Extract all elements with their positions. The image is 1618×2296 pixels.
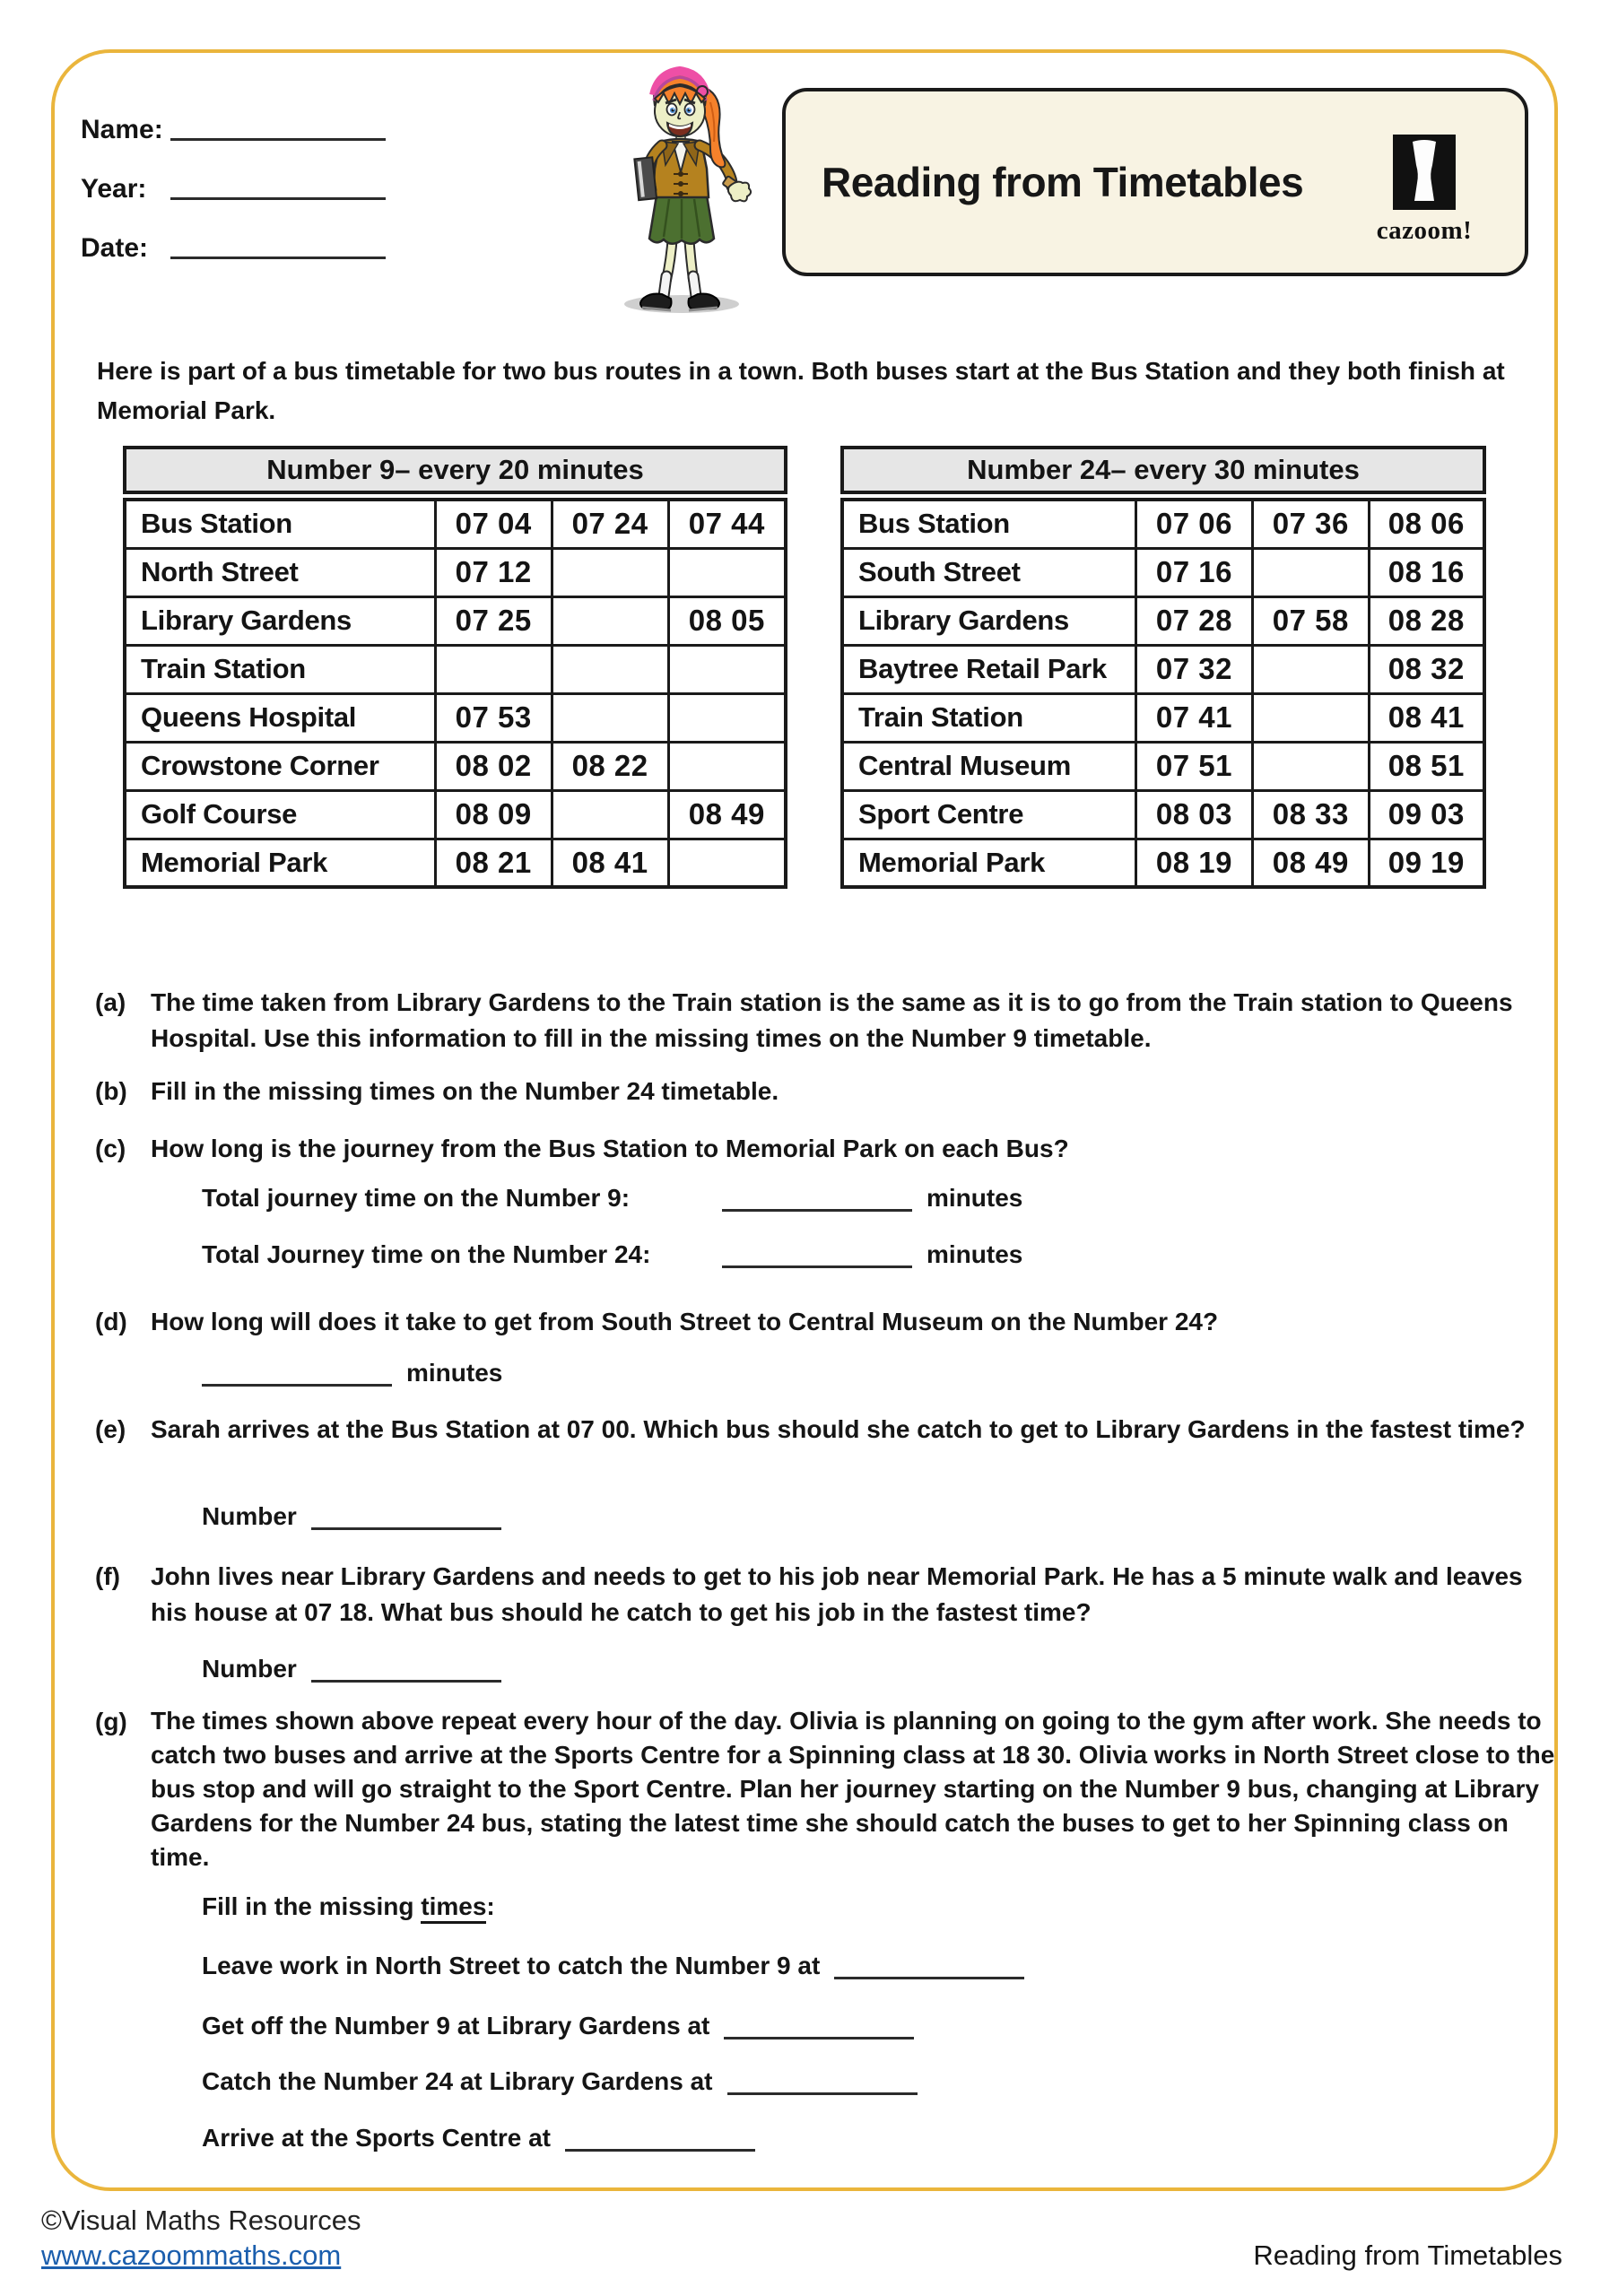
time-cell: 09 19 [1369,839,1484,887]
total-time-number24-label: Total Journey time on the Number 24: [202,1240,651,1268]
time-cell: 08 02 [435,742,552,790]
question-g-answer-row-4 [202,2124,755,2152]
question-a [95,985,1559,1057]
time-cell-blank [552,548,668,596]
time-cell: 08 32 [1369,645,1484,693]
time-cell: 08 06 [1369,500,1484,548]
date-label: Date: [81,233,149,263]
name-field-row [81,106,386,145]
table-row [125,742,786,790]
question-g-answer-row-2 [202,2012,914,2040]
station-cell: Baytree Retail Park [842,645,1136,693]
timetable-number-24 [840,446,1486,889]
time-cell-blank [552,790,668,839]
time-cell: 08 41 [552,839,668,887]
time-cell: 07 44 [668,500,786,548]
name-answer-line [170,138,386,141]
table-row [842,548,1484,596]
time-cell-blank [668,693,786,742]
time-cell-blank [435,645,552,693]
time-cell: 08 09 [435,790,552,839]
time-cell: 07 51 [1136,742,1253,790]
time-cell: 07 41 [1136,693,1253,742]
question-a-text: The time taken from Library Gardens to the Train station is the same as it is to go from the Train station to Queens Hospital. Use this information to fill in the missing times on the Number 9 timetable. [151,988,1513,1052]
time-cell: 07 28 [1136,596,1253,645]
footer-document-title: Reading from Timetables [1253,2239,1562,2271]
book [634,157,657,200]
time-cell-blank [552,693,668,742]
date-field-row [81,224,386,264]
table-row [842,742,1484,790]
question-e-answer-row [202,1502,501,1531]
g-line1-text: Leave work in North Street to catch the Number 9 at [202,1952,821,1979]
station-cell: Train Station [842,693,1136,742]
table-row [125,596,786,645]
answer-blank [834,1977,1024,1979]
question-b-label: (b) [95,1077,127,1105]
time-cell: 07 36 [1252,500,1369,548]
table-row [842,500,1484,548]
timetable-9-frequency: – every 20 minutes [395,454,644,485]
answer-blank [311,1527,501,1530]
question-c-label: (c) [95,1135,126,1162]
time-cell: 08 28 [1369,596,1484,645]
question-f [95,1559,1559,1631]
copyright-text: ©Visual Maths Resources [41,2205,361,2236]
question-a-label: (a) [95,988,126,1016]
question-g-label: (g) [95,1708,127,1735]
question-f-text: John lives near Library Gardens and needs to get to his job near Memorial Park. He has a 5 minute walk and leaves his house at 07 18. What bus should he catch to get his job in the fastest time? [151,1562,1523,1626]
answer-blank [202,1384,392,1387]
table-row [842,645,1484,693]
title-box [782,88,1528,276]
time-cell-blank [1252,645,1369,693]
question-c-text: How long is the journey from the Bus Station to Memorial Park on each Bus? [151,1135,1069,1162]
question-e [95,1412,1559,1448]
time-cell: 08 51 [1369,742,1484,790]
question-g-answer-row-3 [202,2067,918,2096]
times-underlined-word: times [421,1892,486,1924]
table-row [842,790,1484,839]
station-cell: Sport Centre [842,790,1136,839]
time-cell: 07 58 [1252,596,1369,645]
time-cell: 07 04 [435,500,552,548]
answer-blank [724,2037,914,2039]
time-cell: 08 21 [435,839,552,887]
question-d-label: (d) [95,1308,127,1335]
answer-blank [311,1680,501,1683]
question-d-answer-row [202,1359,502,1387]
table-row [125,790,786,839]
station-cell: Memorial Park [125,839,435,887]
question-g-text: The times shown above repeat every hour of the day. Olivia is planning on going to the gym after work. She needs to catch two buses and arrive at the Sports Centre for a Spinning class at 18 30. Olivia works in North Street close to the bus stop and will go straight to the Sport Centre. Plan her journey starting on the Number 9 bus, changing at Library Gardens for the Number 24 bus, stating the latest time she should catch the buses to get to her Spinning class on time. [151,1707,1555,1871]
question-c-answer-row-2 [202,1240,1022,1269]
station-cell: Crowstone Corner [125,742,435,790]
table-row [125,645,786,693]
question-g-answer-row-1 [202,1952,1024,1980]
time-cell-blank [668,742,786,790]
name-label: Name: [81,115,163,144]
timetable-9-name: Number 9 [266,454,396,485]
time-cell: 07 24 [552,500,668,548]
question-b [95,1074,1559,1109]
question-f-answer-row [202,1655,501,1683]
number-label: Number [202,1655,297,1683]
time-cell: 08 49 [1252,839,1369,887]
cazoommaths-website-link[interactable]: www.cazoommaths.com [41,2239,342,2271]
station-cell: Library Gardens [842,596,1136,645]
question-e-label: (e) [95,1415,126,1443]
time-cell: 08 03 [1136,790,1253,839]
time-cell: 07 25 [435,596,552,645]
year-field-row [81,165,386,204]
time-cell-blank [1252,742,1369,790]
timetable-9-header [123,446,787,494]
station-cell: Bus Station [125,500,435,548]
station-cell: Central Museum [842,742,1136,790]
question-g-fill-instruction [202,1892,495,1921]
cazoom-logo [1361,135,1487,246]
time-cell: 08 19 [1136,839,1253,887]
time-cell: 08 05 [668,596,786,645]
g-line4-text: Arrive at the Sports Centre at [202,2124,551,2152]
question-c [95,1131,1559,1167]
intro-paragraph: Here is part of a bus timetable for two bus routes in a town. Both buses start at the Bus Station and they both finish at Memorial Park. [97,357,1505,424]
number-label: Number [202,1502,297,1530]
table-row [125,500,786,548]
time-cell: 07 06 [1136,500,1253,548]
station-cell: South Street [842,548,1136,596]
time-cell: 08 22 [552,742,668,790]
answer-blank [722,1265,912,1268]
station-cell: Library Gardens [125,596,435,645]
time-cell: 07 32 [1136,645,1253,693]
station-cell: Queens Hospital [125,693,435,742]
answer-blank [565,2149,755,2152]
time-cell-blank [552,596,668,645]
time-cell-blank [1252,693,1369,742]
question-g [95,1704,1568,1874]
total-time-number9-label: Total journey time on the Number 9: [202,1184,631,1212]
time-cell: 08 49 [668,790,786,839]
station-cell: Bus Station [842,500,1136,548]
minutes-label: minutes [926,1184,1023,1212]
year-answer-line [170,197,386,200]
question-e-text: Sarah arrives at the Bus Station at 07 00. Which bus should she catch to get to Library Gardens in the fastest time? [151,1415,1526,1443]
g-line2-text: Get off the Number 9 at Library Gardens at [202,2012,710,2039]
time-cell-blank [668,839,786,887]
time-cell: 07 53 [435,693,552,742]
table-row [842,596,1484,645]
minutes-label: minutes [926,1240,1023,1268]
question-c-answer-row-1 [202,1184,1022,1213]
station-cell: North Street [125,548,435,596]
timetable-9-grid [123,498,787,889]
year-label: Year: [81,174,147,204]
worksheet-title: Reading from Timetables [822,159,1304,205]
student-fields [81,106,386,283]
time-cell-blank [1252,548,1369,596]
table-row [125,548,786,596]
fill-suffix: : [486,1892,495,1920]
station-cell: Golf Course [125,790,435,839]
question-f-label: (f) [95,1562,120,1590]
answer-blank [727,2092,918,2095]
fill-prefix: Fill in the missing [202,1892,422,1920]
timetable-24-grid [840,498,1486,889]
time-cell: 08 41 [1369,693,1484,742]
timetable-24-frequency: – every 30 minutes [1110,454,1360,485]
question-d [95,1304,1559,1340]
date-answer-line [170,257,386,259]
table-row [842,839,1484,887]
time-cell: 08 16 [1369,548,1484,596]
schoolgirl-illustration [610,56,771,316]
time-cell: 09 03 [1369,790,1484,839]
cazoom-logo-icon [1393,135,1456,210]
time-cell: 07 16 [1136,548,1253,596]
time-cell: 08 33 [1252,790,1369,839]
minutes-label: minutes [406,1359,503,1387]
table-row [125,839,786,887]
table-row [125,693,786,742]
timetable-24-name: Number 24 [967,454,1111,485]
g-line3-text: Catch the Number 24 at Library Gardens at [202,2067,713,2095]
answer-blank [722,1209,912,1212]
time-cell-blank [552,645,668,693]
cazoom-wordmark: cazoom! [1376,216,1473,245]
question-d-text: How long will does it take to get from South Street to Central Museum on the Number 24? [151,1308,1219,1335]
table-row [842,693,1484,742]
timetable-24-header [840,446,1486,494]
time-cell-blank [668,645,786,693]
timetable-number-9 [123,446,787,889]
time-cell-blank [668,548,786,596]
time-cell: 07 12 [435,548,552,596]
question-b-text: Fill in the missing times on the Number 24 timetable. [151,1077,779,1105]
open-hand [728,182,751,202]
station-cell: Train Station [125,645,435,693]
station-cell: Memorial Park [842,839,1136,887]
